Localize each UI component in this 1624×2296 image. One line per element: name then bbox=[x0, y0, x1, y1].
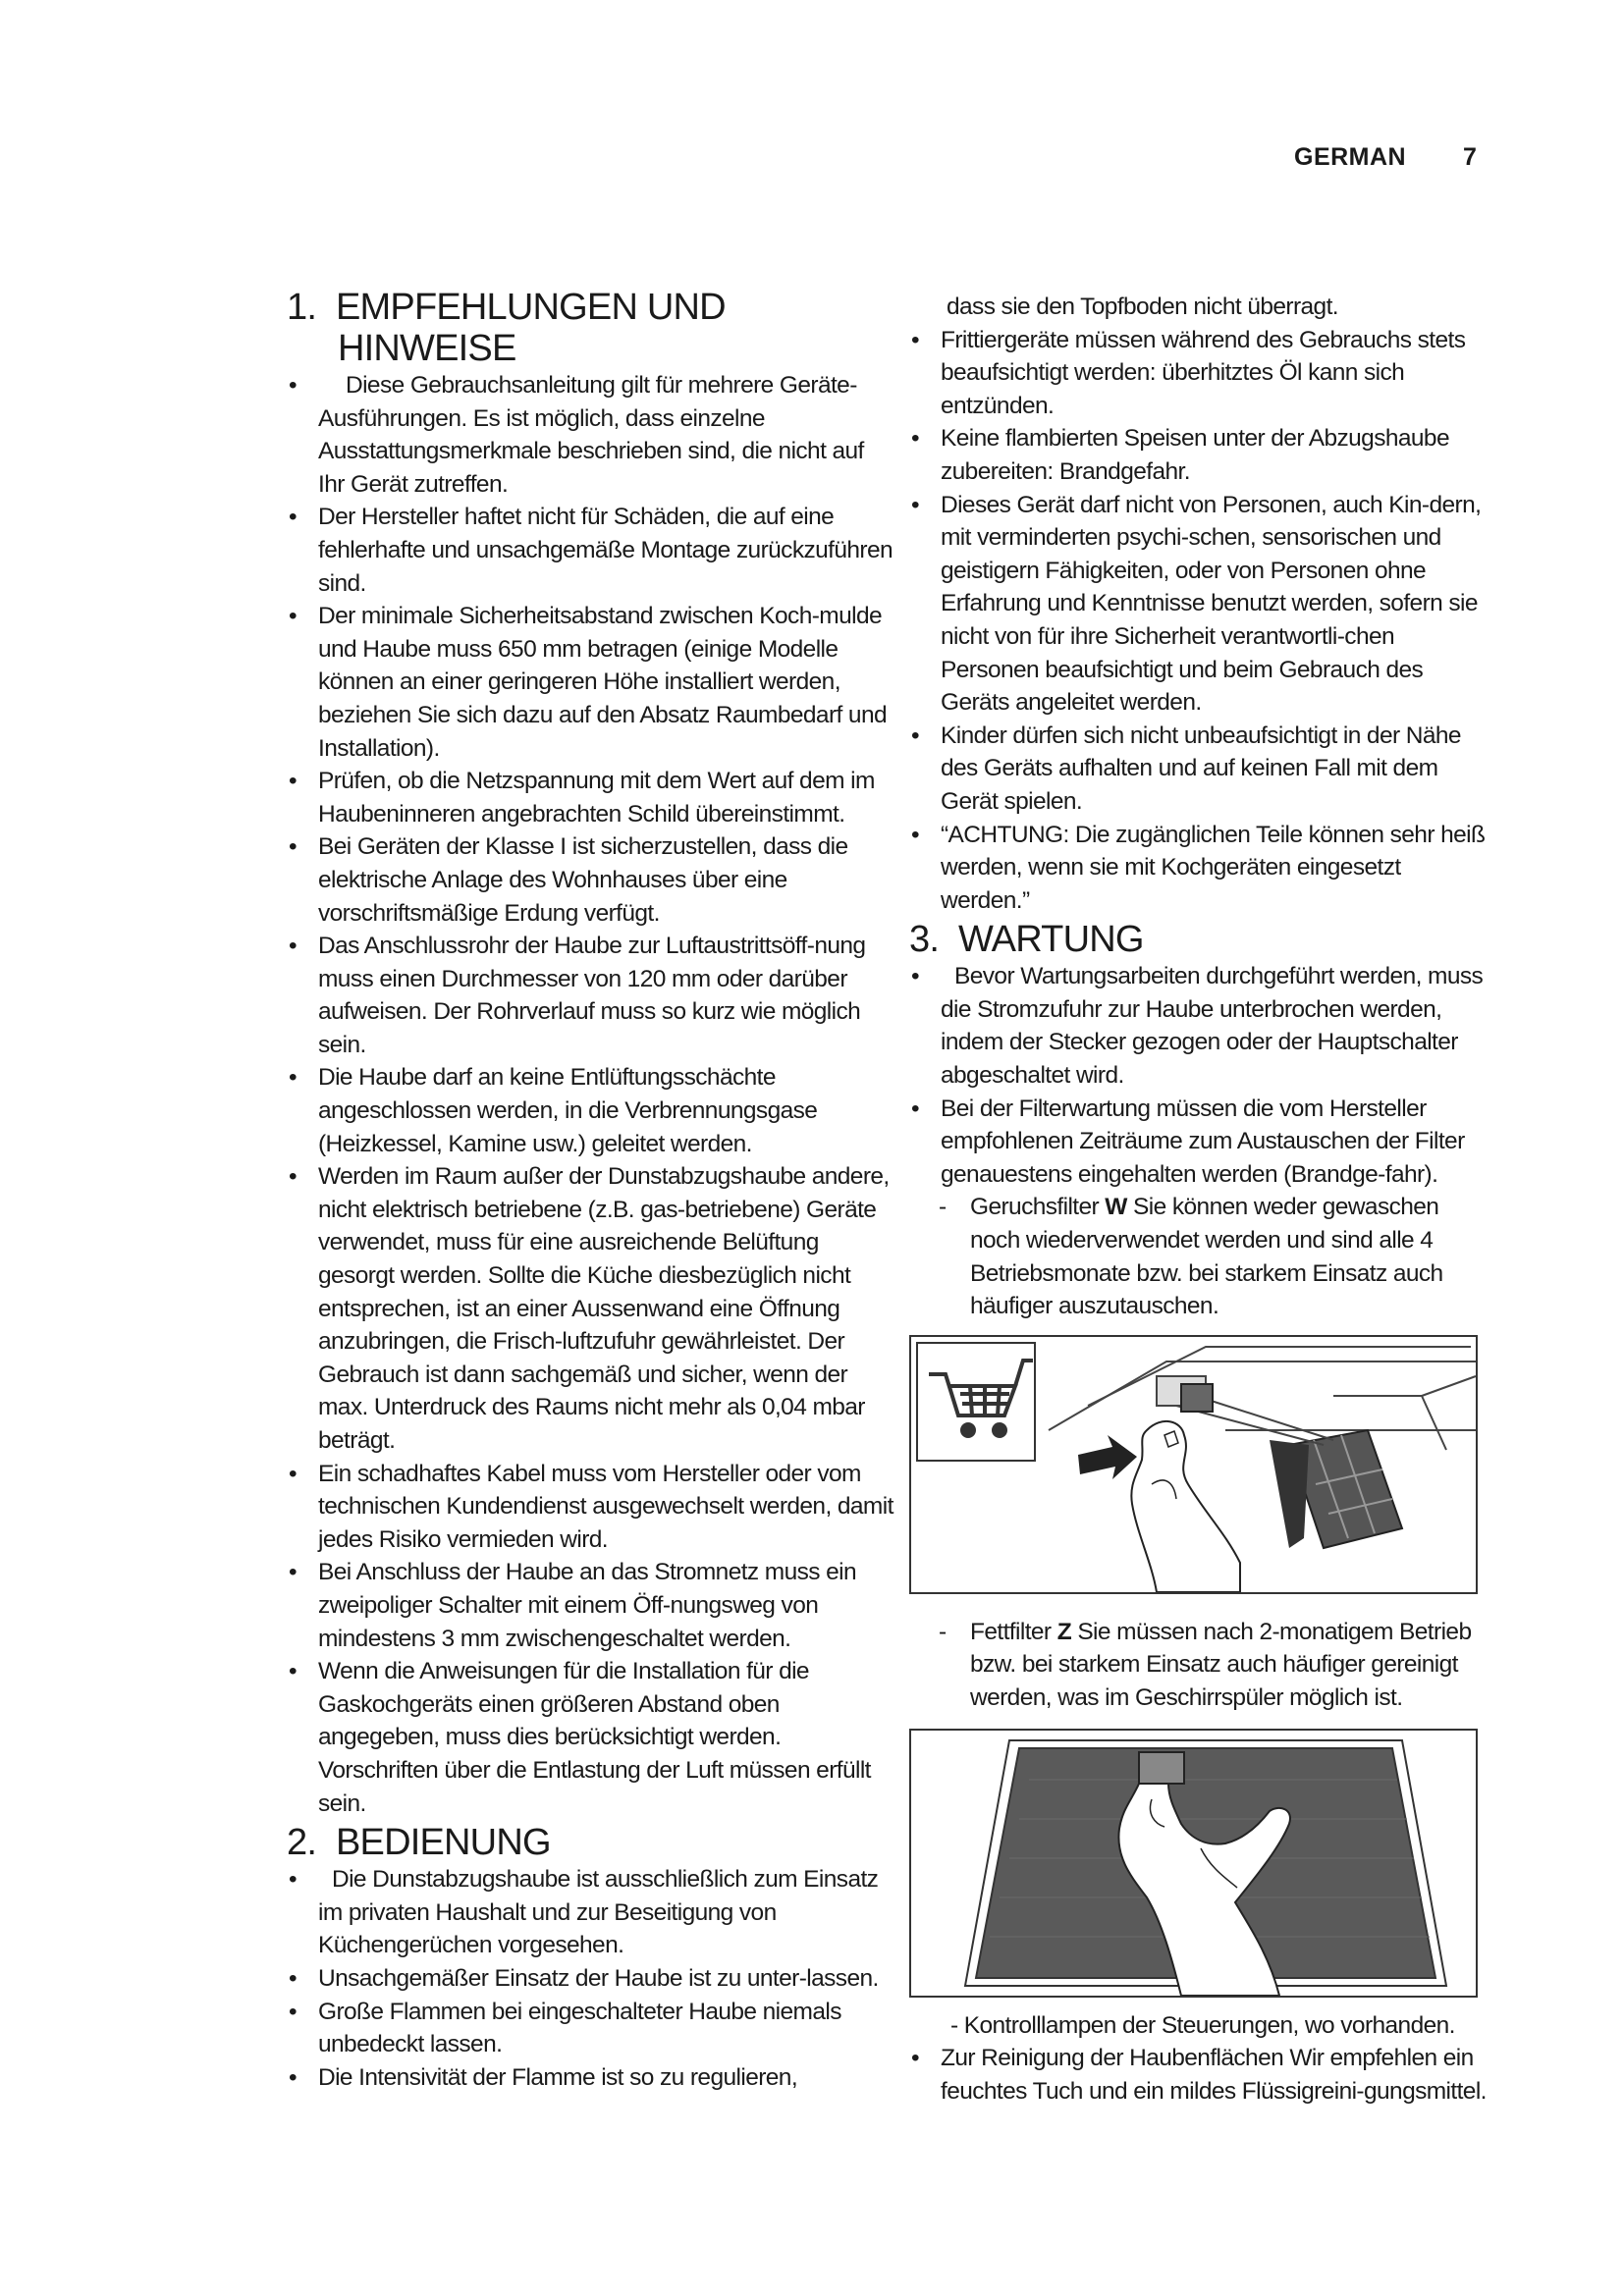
section1-number: 1. bbox=[287, 287, 317, 328]
section1-list bbox=[287, 369, 895, 1820]
bullet-icon: • bbox=[289, 1866, 297, 1894]
list-item: • Wenn die Anweisungen für die Installation für die Gaskochgeräts einen größeren Abstand oben angegeben, muss dies berücksichtigt werden. Vorschriften über die Entlastung der Luft müssen erfüllt sein. bbox=[287, 1655, 895, 1820]
section2-list bbox=[287, 1863, 895, 2094]
grease-filter-letter: Z bbox=[1056, 1618, 1072, 1645]
section1-title-line1: EMPFEHLUNGEN UND bbox=[336, 287, 726, 328]
bullet-icon: • bbox=[911, 2045, 919, 2072]
list-item: • Das Anschlussrohr der Haube zur Luftaustrittsöff-nung muss einen Durchmesser von 120 mm oder darüber aufweisen. Der Rohrverlauf muss so kurz wie möglich sein. bbox=[287, 930, 895, 1061]
list-item: • Die Haube darf an keine Entlüftungsschächte angeschlossen werden, in die Verbrennungsgase (Heizkessel, Kamine usw.) geleitet werden. bbox=[287, 1061, 895, 1160]
list-item: • Dieses Gerät darf nicht von Personen, auch Kin-dern, mit verminderten psychi-schen, sensorischen und geistigern Fähigkeiten, oder von Personen ohne Erfahrung und Kenntnisse benutzt werden, sofern sie nicht von für ihre Sicherheit verantwortli-chen Personen beaufsichtigt und beim Gebrauch des Geräts angeleitet werden. bbox=[909, 489, 1489, 720]
section1-title-line2: HINWEISE bbox=[338, 328, 516, 369]
list-item: • Frittiergeräte müssen während des Gebrauchs stets beaufsichtigt werden: überhitztes Öl kann sich entzünden. bbox=[909, 324, 1489, 423]
odour-filter-drawing bbox=[1270, 1430, 1402, 1548]
bullet-icon: • bbox=[289, 2063, 297, 2091]
continuation-text: dass sie den Topfboden nicht überragt. bbox=[947, 294, 1338, 320]
section3-heading bbox=[909, 919, 1489, 960]
bullet-icon: • bbox=[289, 603, 297, 630]
section3-title: WARTUNG bbox=[958, 919, 1144, 961]
bullet-icon: • bbox=[289, 504, 297, 531]
list-item: • Die Dunstabzugshaube ist ausschließlich zum Einsatz im privaten Haushalt und zur Beseitigung von Küchengerüchen vorgesehen. bbox=[287, 1863, 895, 1962]
list-item: • Ein schadhaftes Kabel muss vom Hersteller oder vom technischen Kundendienst ausgewechselt werden, damit jedes Risiko vermieden wird. bbox=[287, 1458, 895, 1557]
filter-handle bbox=[1139, 1752, 1184, 1784]
right-column bbox=[909, 291, 1489, 2108]
list-item: • “ACHTUNG: Die zugänglichen Teile können sehr heiß werden, wenn sie mit Kochgeräten eingesetzt werden.” bbox=[909, 819, 1489, 918]
bullet-icon: • bbox=[911, 1095, 919, 1122]
section2-title: BEDIENUNG bbox=[336, 1822, 551, 1864]
list-item: • Der minimale Sicherheitsabstand zwischen Koch-mulde und Haube muss 650 mm betragen (einige Modelle können an einer geringeren Höhe installiert werden, beziehen Sie sich dazu auf den Absatz Raumbedarf und Installation). bbox=[287, 600, 895, 765]
dash-marker: - bbox=[939, 1194, 947, 1221]
bullet-icon: • bbox=[289, 1064, 297, 1092]
list-item: • Bei der Filterwartung müssen die vom Hersteller empfohlenen Zeiträume zum Austauschen der Filter genauestens eingehalten werden (Brandge-fahr). bbox=[909, 1093, 1489, 1192]
list-item: • Der Hersteller haftet nicht für Schäden, die auf eine fehlerhafte und unsachgemäße Montage zurückzuführen sind. bbox=[287, 501, 895, 600]
section3-number: 3. bbox=[909, 919, 940, 961]
list-item: • Werden im Raum außer der Dunstabzugshaube andere, nicht elektrisch betriebene (z.B. gas-betriebene) Geräte verwendet, muss für eine ausreichende Belüftung gesorgt werden. Sollte die Küche diesbezüglich nicht entsprechen, ist an einer Aussenwand eine Öffnung anzubringen, die Frisch-luftzufuhr gewährleistet. Der Gebrauch ist dann sachgemäß und sicher, wenn der max. Unterdruck des Raums nicht mehr als 0,04 mbar beträgt. bbox=[287, 1160, 895, 1457]
bullet-icon: • bbox=[911, 425, 919, 453]
dash-marker: - bbox=[939, 1618, 947, 1645]
bullet-icon: • bbox=[289, 833, 297, 861]
section2-number: 2. bbox=[287, 1822, 317, 1864]
bullet-icon: • bbox=[289, 768, 297, 795]
bullet-icon: • bbox=[289, 1460, 297, 1487]
list-item: • Bei Anschluss der Haube an das Stromnetz muss ein zweipoliger Schalter mit einem Öff-nungsweg von mindestens 3 mm zwischengeschaltet werden. bbox=[287, 1556, 895, 1655]
bullet-icon: • bbox=[911, 326, 919, 353]
bullet-icon: • bbox=[911, 491, 919, 518]
page-number: 7 bbox=[1463, 143, 1477, 171]
odour-filter-illustration bbox=[909, 1335, 1478, 1594]
bullet-icon: • bbox=[911, 721, 919, 749]
arrow-icon bbox=[1078, 1435, 1137, 1479]
odour-filter-letter: W bbox=[1105, 1194, 1127, 1221]
list-item: • Prüfen, ob die Netzspannung mit dem Wert auf dem im Haubeninneren angebrachten Schild übereinstimmt. bbox=[287, 765, 895, 830]
hand-drawing bbox=[1131, 1421, 1240, 1592]
left-column bbox=[287, 287, 895, 2094]
list-item: • Diese Gebrauchsanleitung gilt für mehrere Geräte-Ausführungen. Es ist möglich, dass einzelne Ausstattungsmerkmale beschrieben sind, die nicht auf Ihr Gerät zutreffen. bbox=[287, 369, 895, 501]
list-item: • Kinder dürfen sich nicht unbeaufsichtigt in der Nähe des Geräts aufhalten und auf keinen Fall mit dem Gerät spielen. bbox=[909, 720, 1489, 819]
list-item: • Große Flammen bei eingeschalteter Haube niemals unbedeckt lassen. bbox=[287, 1996, 895, 2061]
list-item: • Zur Reinigung der Haubenflächen Wir empfehlen ein feuchtes Tuch und ein mildes Flüssigreini-gungsmittel. bbox=[909, 2042, 1489, 2108]
bullet-icon: • bbox=[911, 963, 919, 990]
grease-filter-item: - Fettfilter Z Sie müssen nach 2-monatigem Betrieb bzw. bei starkem Einsatz auch häufiger gereinigt werden, was im Geschirrspüler möglich ist. bbox=[909, 1616, 1489, 1715]
header-language: GERMAN bbox=[1294, 143, 1407, 171]
list-item: • Keine flambierten Speisen unter der Abzugshaube zubereiten: Brandgefahr. bbox=[909, 422, 1489, 488]
list-item: • Bevor Wartungsarbeiten durchgeführt werden, muss die Stromzufuhr zur Haube unterbrochen werden, indem der Stecker gezogen oder der Hauptschalter abgeschaltet wird. bbox=[909, 960, 1489, 1092]
section2-heading bbox=[287, 1822, 895, 1863]
cleaning-list bbox=[909, 2042, 1489, 2108]
list-item: • Unsachgemäßer Einsatz der Haube ist zu unter-lassen. bbox=[287, 1962, 895, 1996]
list-item: • Die Intensivität der Flamme ist so zu regulieren, bbox=[287, 2061, 895, 2095]
bullet-icon: • bbox=[289, 1163, 297, 1191]
bullet-icon: • bbox=[289, 1658, 297, 1685]
bullet-icon: • bbox=[289, 1998, 297, 2025]
bullet-icon: • bbox=[289, 1559, 297, 1586]
bullet-icon: • bbox=[289, 372, 297, 399]
section1-heading bbox=[287, 287, 895, 369]
hood-drawing bbox=[1049, 1347, 1476, 1450]
section3-list bbox=[909, 960, 1489, 1191]
list-item: • Bei Geräten der Klasse I ist sicherzustellen, dass die elektrische Anlage des Wohnhauses über eine vorschriftsmäßige Erdung verfügt. bbox=[287, 830, 895, 930]
bullet-icon: • bbox=[911, 821, 919, 848]
grease-filter-illustration bbox=[909, 1729, 1478, 1998]
control-lamps-text: - Kontrolllampen der Steuerungen, wo vorhanden. bbox=[950, 2011, 1455, 2039]
bullet-icon: • bbox=[289, 1964, 297, 1992]
odour-filter-item: - Geruchsfilter W Sie können weder gewaschen noch wiederverwendet werden und sind alle 4 Betriebsmonate bzw. bei starkem Einsatz auch häufiger auszutauschen. bbox=[909, 1191, 1489, 1322]
safety-list-continued bbox=[909, 324, 1489, 918]
bullet-icon: • bbox=[289, 933, 297, 960]
